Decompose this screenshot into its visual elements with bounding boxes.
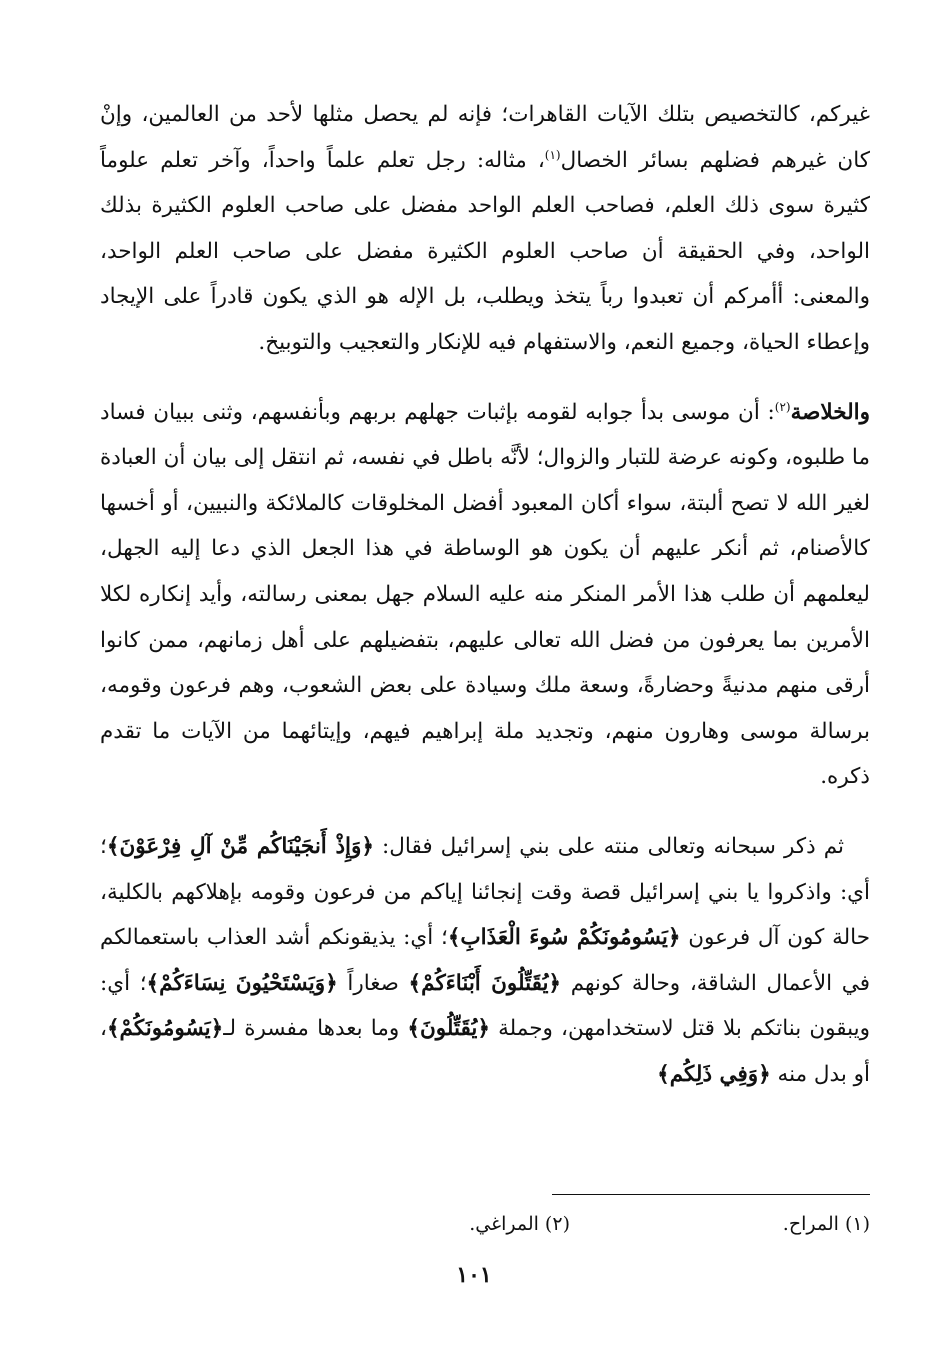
paragraph-3-text-5: ؛ أي: ويبقون بناتكم بلا قتل لاستخدامهن، وجملة: [100, 970, 870, 1042]
paragraph-3-text-2: ؛ أي: واذكروا يا بني إسرائيل قصة وقت إنجائنا إياكم من فرعون وقومه بإهلاكهم بالكلية، حالة كون آل فرعون: [100, 833, 870, 951]
paragraph-3: [100, 824, 870, 1098]
paragraph-2-text: : أن موسى بدأ جوابه لقومه بإثبات جهلهم بربهم وبأنفسهم، وثنى ببيان فساد ما طلبوه، وكونه عرضة للتبار والزوال؛ لأنَّه باطل في نفسه، ثم انتقل إلى بيان أن العبادة لغير الله لا تصح ألبتة، سواء أكان المعبود أفضل المخلوقات كالملائكة والنبيين، أو أخسها كالأصنام، ثم أنكر عليهم أن يكون هو الوساطة في هذا الجعل الذي دعا إليه الجهل، ليعلمهم أن طلب هذا الأمر المنكر منه عليه السلام جهل بمعنى رسالته، وأيد إنكاره لكلا الأمرين بما يعرفون من فضل الله تعالى عليهم، بتفضيلهم على أهل زمانهم، ممن كانوا أرقى منهم مدنيةً وحضارةً، وسعة ملك وسيادة على بعض الشعوب، وهم فرعون وقومه، برسالة موسى وهارون منهم، وتجديد ملة إبراهيم فيهم، وإيتائهما من الآيات ما تقدم ذكره.: [100, 399, 870, 790]
footnotes: [100, 1208, 870, 1240]
paragraph-1-text-continued: ، مثاله: رجل تعلم علماً واحداً، وآخر تعلم علوماً كثيرة سوى ذلك العلم، فصاحب العلم الواحد مفضل على صاحب العلوم الكثيرة بذلك الواحد، وفي الحقيقة أن صاحب العلوم الكثيرة مفضل على صاحب العلم الواحد، والمعنى: أأمركم أن تعبدوا رباً يتخذ ويطلب، بل الإله هو الذي يكون قادراً على الإيجاد وإعطاء الحياة، وجميع النعم، والاستفهام فيه للإنكار والتعجيب والتوبيخ.: [100, 147, 870, 355]
paragraph-3-text-4: صغاراً: [337, 970, 409, 996]
quran-quote-1: ﴿وَإِذْ أَنجَيْنَاكُم مِّنْ آلِ فِرْعَوْنَ﴾: [106, 833, 374, 859]
footnote-divider: [552, 1194, 870, 1195]
quran-quote-5: ﴿يُقَتِّلُونَ﴾: [407, 1016, 490, 1042]
quran-quote-2: ﴿يَسُومُونَكُمْ سُوءَ الْعَذَابِ﴾: [447, 925, 681, 951]
paragraph-1: [100, 92, 870, 366]
quran-quote-3: ﴿يُقَتِّلُونَ أَبْنَاءَكُمْ﴾: [408, 970, 562, 996]
quran-quote-4: ﴿وَيَسْتَحْيُونَ نِسَاءَكُمْ﴾: [146, 970, 338, 996]
paragraph-3-text-3: ؛ أي: يذيقونكم أشد العذاب باستعمالكم في الأعمال الشاقة، وحالة كونهم: [100, 925, 870, 996]
footnote-ref-1: (١): [544, 147, 561, 162]
footnote-2: (٢) المراغي.: [469, 1213, 570, 1235]
summary-heading: والخلاصة: [790, 399, 870, 425]
quran-quote-6: ﴿يَسُومُونَكُمْ﴾: [106, 1016, 224, 1042]
paragraph-3-text-6: وما بعدها مفسرة لـ: [223, 1016, 408, 1042]
footnote-1: (١) المراح.: [782, 1213, 870, 1235]
paragraph-3-text-1: ثم ذكر سبحانه وتعالى منته على بني إسرائيل فقال:: [374, 833, 844, 859]
paragraph-2: [100, 390, 870, 800]
page-number: ١٠١: [456, 1262, 492, 1288]
footnote-ref-2: (٢): [774, 399, 791, 414]
quran-quote-7: ﴿وَفِي ذَلِكُم﴾: [657, 1061, 771, 1087]
paragraph-3-text-7: ، أو بدل منه: [100, 1016, 870, 1087]
paragraph-1-text: غيركم، كالتخصيص بتلك الآيات القاهرات؛ فإنه لم يحصل مثلها لأحد من العالمين، وإنْ كان غيرهم فضلهم بسائر الخصال: [100, 102, 870, 173]
